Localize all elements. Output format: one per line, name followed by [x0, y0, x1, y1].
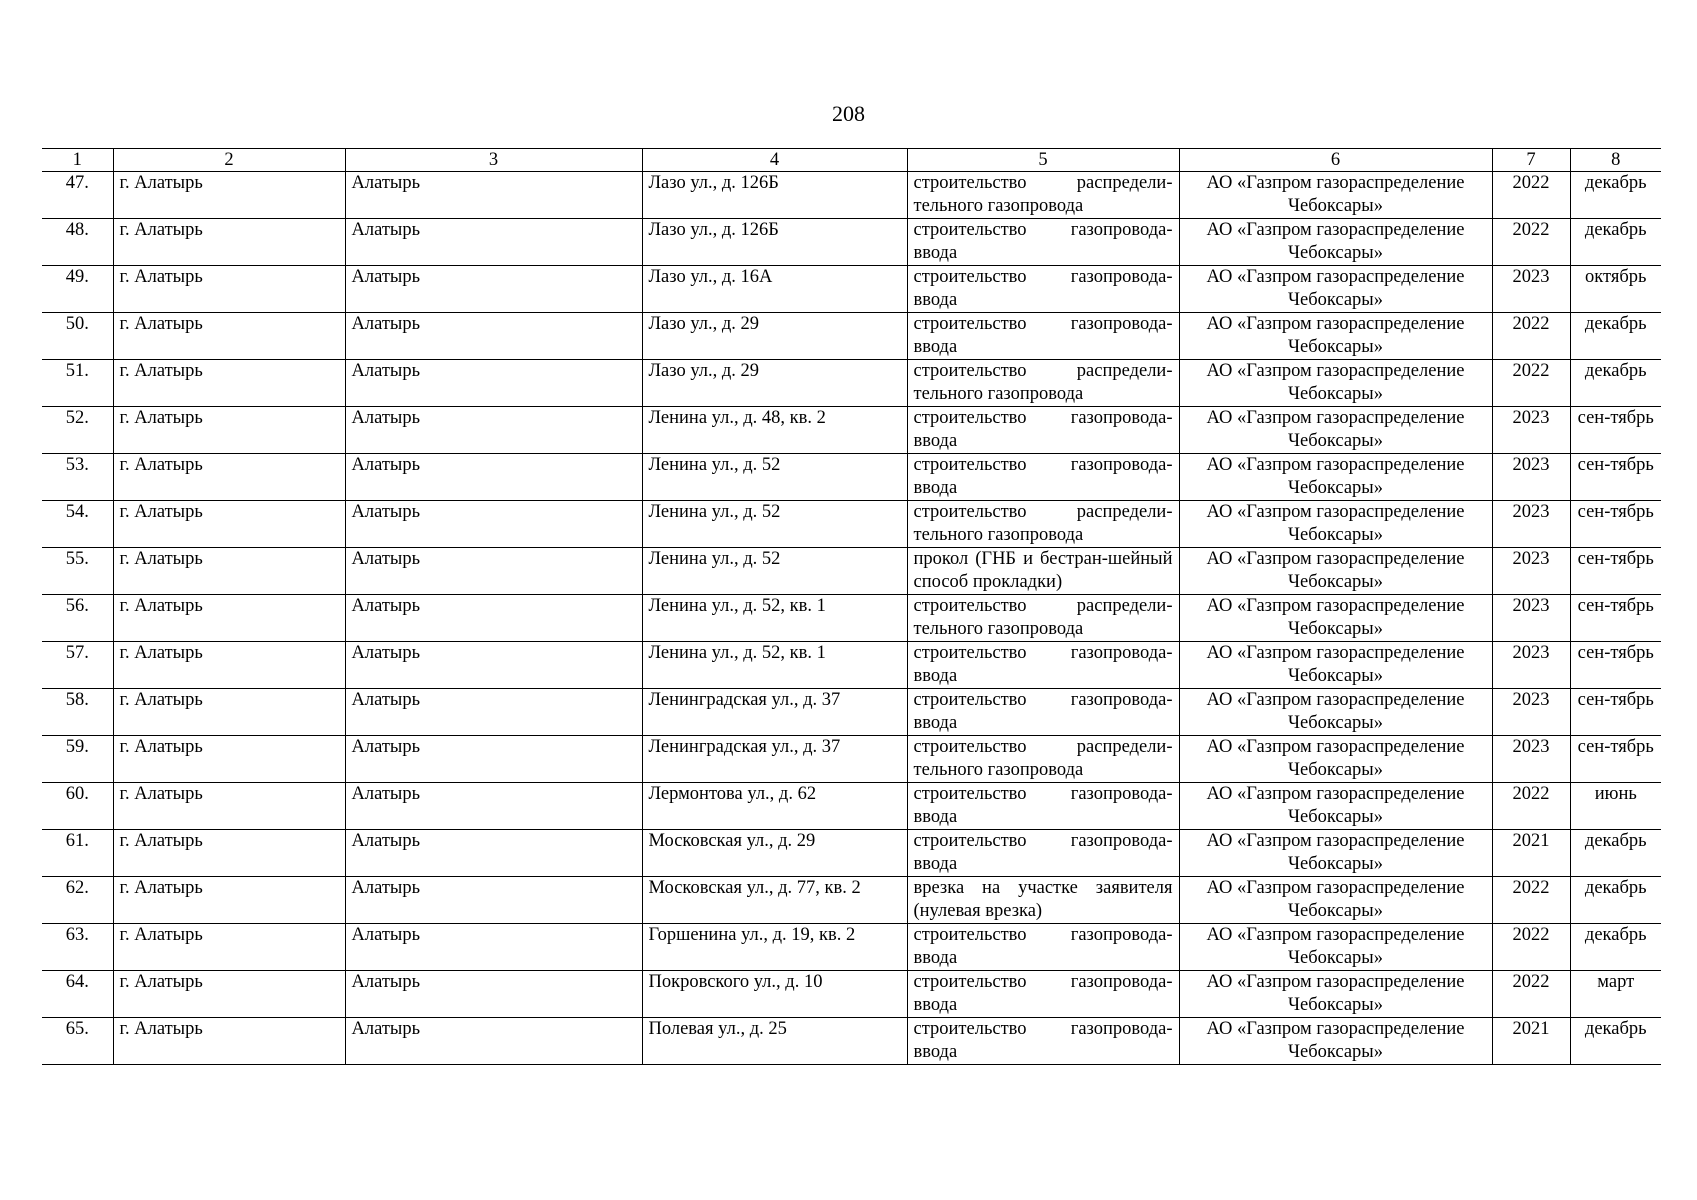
table-row	[42, 1018, 1661, 1065]
month-cell: июнь	[1570, 783, 1661, 830]
work-type-cell: строительство распредели-тельного газопровода	[907, 595, 1179, 642]
table-row	[42, 689, 1661, 736]
work-type-cell: строительство газопровода-ввода	[907, 783, 1179, 830]
column-header: 4	[642, 149, 907, 172]
settlement-cell: Алатырь	[345, 595, 642, 642]
organization-line: Чебоксары»	[1287, 854, 1383, 874]
year-cell: 2022	[1492, 172, 1570, 219]
year-cell: 2023	[1492, 266, 1570, 313]
settlement-cell: Алатырь	[345, 924, 642, 971]
month-cell: декабрь	[1570, 924, 1661, 971]
year-cell: 2023	[1492, 407, 1570, 454]
work-type-cell: строительство распредели-тельного газопровода	[907, 172, 1179, 219]
municipality-cell: г. Алатырь	[113, 830, 345, 877]
row-number: 61.	[42, 830, 113, 877]
organization-line: АО «Газпром газораспределение	[1206, 643, 1465, 663]
month-cell: сен-тябрь	[1570, 501, 1661, 548]
year-cell: 2023	[1492, 548, 1570, 595]
settlement-cell: Алатырь	[345, 689, 642, 736]
organization-line: Чебоксары»	[1287, 572, 1383, 592]
organization-cell	[1179, 689, 1492, 736]
table-row	[42, 924, 1661, 971]
municipality-cell: г. Алатырь	[113, 924, 345, 971]
organization-line: Чебоксары»	[1287, 901, 1383, 921]
municipality-cell: г. Алатырь	[113, 971, 345, 1018]
municipality-cell: г. Алатырь	[113, 1018, 345, 1065]
row-number: 50.	[42, 313, 113, 360]
organization-line: Чебоксары»	[1287, 948, 1383, 968]
row-number: 56.	[42, 595, 113, 642]
municipality-cell: г. Алатырь	[113, 219, 345, 266]
row-number: 60.	[42, 783, 113, 830]
row-number: 59.	[42, 736, 113, 783]
column-header: 7	[1492, 149, 1570, 172]
organization-cell	[1179, 360, 1492, 407]
table-row	[42, 830, 1661, 877]
work-type-cell: прокол (ГНБ и бестран-шейный способ прокладки)	[907, 548, 1179, 595]
month-cell: декабрь	[1570, 172, 1661, 219]
work-type-cell: строительство распредели-тельного газопровода	[907, 501, 1179, 548]
municipality-cell: г. Алатырь	[113, 689, 345, 736]
table-row	[42, 454, 1661, 501]
organization-line: Чебоксары»	[1287, 807, 1383, 827]
organization-line: Чебоксары»	[1287, 525, 1383, 545]
work-type-cell: строительство газопровода-ввода	[907, 407, 1179, 454]
year-cell: 2022	[1492, 313, 1570, 360]
municipality-cell: г. Алатырь	[113, 407, 345, 454]
year-cell: 2023	[1492, 736, 1570, 783]
month-cell: декабрь	[1570, 313, 1661, 360]
municipality-cell: г. Алатырь	[113, 877, 345, 924]
organization-line: АО «Газпром газораспределение	[1206, 831, 1465, 851]
table-row	[42, 595, 1661, 642]
address-cell: Горшенина ул., д. 19, кв. 2	[642, 924, 907, 971]
address-cell: Лазо ул., д. 29	[642, 360, 907, 407]
municipality-cell: г. Алатырь	[113, 548, 345, 595]
organization-cell	[1179, 595, 1492, 642]
month-cell: декабрь	[1570, 877, 1661, 924]
month-cell: сен-тябрь	[1570, 595, 1661, 642]
column-header: 3	[345, 149, 642, 172]
organization-line: АО «Газпром газораспределение	[1206, 173, 1465, 193]
organization-line: АО «Газпром газораспределение	[1206, 784, 1465, 804]
table-row	[42, 172, 1661, 219]
column-header: 5	[907, 149, 1179, 172]
settlement-cell: Алатырь	[345, 877, 642, 924]
organization-line: АО «Газпром газораспределение	[1206, 408, 1465, 428]
work-type-cell: строительство газопровода-ввода	[907, 266, 1179, 313]
address-cell: Ленинградская ул., д. 37	[642, 689, 907, 736]
organization-line: Чебоксары»	[1287, 243, 1383, 263]
month-cell: сен-тябрь	[1570, 689, 1661, 736]
year-cell: 2022	[1492, 783, 1570, 830]
table-row	[42, 877, 1661, 924]
municipality-cell: г. Алатырь	[113, 736, 345, 783]
organization-line: АО «Газпром газораспределение	[1206, 690, 1465, 710]
address-cell: Лермонтова ул., д. 62	[642, 783, 907, 830]
organization-cell	[1179, 407, 1492, 454]
table-row	[42, 783, 1661, 830]
organization-line: АО «Газпром газораспределение	[1206, 972, 1465, 992]
month-cell: декабрь	[1570, 219, 1661, 266]
address-cell: Московская ул., д. 29	[642, 830, 907, 877]
row-number: 64.	[42, 971, 113, 1018]
year-cell: 2022	[1492, 971, 1570, 1018]
work-type-cell: строительство газопровода-ввода	[907, 454, 1179, 501]
address-cell: Полевая ул., д. 25	[642, 1018, 907, 1065]
year-cell: 2022	[1492, 877, 1570, 924]
organization-line: Чебоксары»	[1287, 478, 1383, 498]
organization-line: Чебоксары»	[1287, 384, 1383, 404]
month-cell: сен-тябрь	[1570, 642, 1661, 689]
row-number: 48.	[42, 219, 113, 266]
work-type-cell: строительство газопровода-ввода	[907, 313, 1179, 360]
organization-line: АО «Газпром газораспределение	[1206, 878, 1465, 898]
settlement-cell: Алатырь	[345, 266, 642, 313]
organization-line: АО «Газпром газораспределение	[1206, 314, 1465, 334]
municipality-cell: г. Алатырь	[113, 313, 345, 360]
organization-line: АО «Газпром газораспределение	[1206, 220, 1465, 240]
year-cell: 2021	[1492, 830, 1570, 877]
address-cell: Московская ул., д. 77, кв. 2	[642, 877, 907, 924]
row-number: 52.	[42, 407, 113, 454]
organization-line: АО «Газпром газораспределение	[1206, 737, 1465, 757]
year-cell: 2022	[1492, 219, 1570, 266]
address-cell: Ленина ул., д. 52, кв. 1	[642, 642, 907, 689]
table-row	[42, 501, 1661, 548]
settlement-cell: Алатырь	[345, 407, 642, 454]
organization-cell	[1179, 454, 1492, 501]
year-cell: 2023	[1492, 501, 1570, 548]
organization-cell	[1179, 172, 1492, 219]
table-row	[42, 266, 1661, 313]
address-cell: Покровского ул., д. 10	[642, 971, 907, 1018]
organization-cell	[1179, 642, 1492, 689]
organization-cell	[1179, 924, 1492, 971]
table-row	[42, 971, 1661, 1018]
organization-cell	[1179, 548, 1492, 595]
row-number: 57.	[42, 642, 113, 689]
row-number: 62.	[42, 877, 113, 924]
address-cell: Лазо ул., д. 29	[642, 313, 907, 360]
work-type-cell: строительство газопровода-ввода	[907, 971, 1179, 1018]
year-cell: 2023	[1492, 689, 1570, 736]
month-cell: декабрь	[1570, 360, 1661, 407]
table-body	[42, 172, 1661, 1065]
table-row	[42, 642, 1661, 689]
page-number: 208	[832, 101, 865, 126]
work-type-cell: врезка на участке заявителя (нулевая врезка)	[907, 877, 1179, 924]
settlement-cell: Алатырь	[345, 971, 642, 1018]
column-header: 2	[113, 149, 345, 172]
organization-cell	[1179, 501, 1492, 548]
address-cell: Ленинградская ул., д. 37	[642, 736, 907, 783]
organization-line: Чебоксары»	[1287, 431, 1383, 451]
organization-line: Чебоксары»	[1287, 1042, 1383, 1062]
month-cell: сен-тябрь	[1570, 454, 1661, 501]
row-number: 63.	[42, 924, 113, 971]
row-number: 47.	[42, 172, 113, 219]
year-cell: 2022	[1492, 360, 1570, 407]
settlement-cell: Алатырь	[345, 360, 642, 407]
year-cell: 2023	[1492, 454, 1570, 501]
column-header: 1	[42, 149, 113, 172]
organization-line: АО «Газпром газораспределение	[1206, 925, 1465, 945]
municipality-cell: г. Алатырь	[113, 642, 345, 689]
organization-line: АО «Газпром газораспределение	[1206, 455, 1465, 475]
settlement-cell: Алатырь	[345, 830, 642, 877]
municipality-cell: г. Алатырь	[113, 172, 345, 219]
table-row	[42, 548, 1661, 595]
organization-line: АО «Газпром газораспределение	[1206, 502, 1465, 522]
municipality-cell: г. Алатырь	[113, 266, 345, 313]
work-type-cell: строительство газопровода-ввода	[907, 642, 1179, 689]
month-cell: декабрь	[1570, 1018, 1661, 1065]
settlement-cell: Алатырь	[345, 1018, 642, 1065]
row-number: 51.	[42, 360, 113, 407]
organization-line: Чебоксары»	[1287, 196, 1383, 216]
year-cell: 2023	[1492, 642, 1570, 689]
column-header: 6	[1179, 149, 1492, 172]
organization-cell	[1179, 783, 1492, 830]
work-type-cell: строительство газопровода-ввода	[907, 219, 1179, 266]
address-cell: Ленина ул., д. 52	[642, 548, 907, 595]
table-row	[42, 407, 1661, 454]
organization-line: Чебоксары»	[1287, 995, 1383, 1015]
settlement-cell: Алатырь	[345, 219, 642, 266]
organization-cell	[1179, 266, 1492, 313]
work-type-cell: строительство распредели-тельного газопровода	[907, 360, 1179, 407]
organization-cell	[1179, 736, 1492, 783]
organization-line: Чебоксары»	[1287, 337, 1383, 357]
settlement-cell: Алатырь	[345, 783, 642, 830]
table-row	[42, 219, 1661, 266]
municipality-cell: г. Алатырь	[113, 360, 345, 407]
municipality-cell: г. Алатырь	[113, 454, 345, 501]
table-row	[42, 313, 1661, 360]
organization-line: Чебоксары»	[1287, 713, 1383, 733]
row-number: 54.	[42, 501, 113, 548]
organization-line: Чебоксары»	[1287, 290, 1383, 310]
organization-cell	[1179, 219, 1492, 266]
address-cell: Ленина ул., д. 48, кв. 2	[642, 407, 907, 454]
settlement-cell: Алатырь	[345, 172, 642, 219]
organization-cell	[1179, 830, 1492, 877]
month-cell: октябрь	[1570, 266, 1661, 313]
address-cell: Лазо ул., д. 126Б	[642, 172, 907, 219]
table-row	[42, 360, 1661, 407]
organization-line: Чебоксары»	[1287, 619, 1383, 639]
organization-line: АО «Газпром газораспределение	[1206, 596, 1465, 616]
address-cell: Лазо ул., д. 16А	[642, 266, 907, 313]
organization-cell	[1179, 877, 1492, 924]
month-cell: сен-тябрь	[1570, 548, 1661, 595]
work-type-cell: строительство газопровода-ввода	[907, 830, 1179, 877]
work-type-cell: строительство газопровода-ввода	[907, 1018, 1179, 1065]
row-number: 55.	[42, 548, 113, 595]
month-cell: март	[1570, 971, 1661, 1018]
municipality-cell: г. Алатырь	[113, 501, 345, 548]
address-cell: Ленина ул., д. 52	[642, 501, 907, 548]
organization-cell	[1179, 971, 1492, 1018]
year-cell: 2021	[1492, 1018, 1570, 1065]
month-cell: сен-тябрь	[1570, 736, 1661, 783]
settlement-cell: Алатырь	[345, 313, 642, 360]
settlement-cell: Алатырь	[345, 642, 642, 689]
work-type-cell: строительство распредели-тельного газопровода	[907, 736, 1179, 783]
column-number-row	[42, 149, 1661, 172]
row-number: 53.	[42, 454, 113, 501]
organization-line: Чебоксары»	[1287, 666, 1383, 686]
table-row	[42, 736, 1661, 783]
year-cell: 2022	[1492, 924, 1570, 971]
organization-line: АО «Газпром газораспределение	[1206, 361, 1465, 381]
address-cell: Ленина ул., д. 52	[642, 454, 907, 501]
settlement-cell: Алатырь	[345, 736, 642, 783]
address-cell: Ленина ул., д. 52, кв. 1	[642, 595, 907, 642]
work-type-cell: строительство газопровода-ввода	[907, 924, 1179, 971]
organization-line: АО «Газпром газораспределение	[1206, 1019, 1465, 1039]
row-number: 65.	[42, 1018, 113, 1065]
gasification-table	[42, 148, 1661, 1065]
organization-cell	[1179, 1018, 1492, 1065]
organization-line: Чебоксары»	[1287, 760, 1383, 780]
month-cell: сен-тябрь	[1570, 407, 1661, 454]
row-number: 49.	[42, 266, 113, 313]
organization-line: АО «Газпром газораспределение	[1206, 267, 1465, 287]
municipality-cell: г. Алатырь	[113, 783, 345, 830]
settlement-cell: Алатырь	[345, 454, 642, 501]
organization-line: АО «Газпром газораспределение	[1206, 549, 1465, 569]
month-cell: декабрь	[1570, 830, 1661, 877]
municipality-cell: г. Алатырь	[113, 595, 345, 642]
settlement-cell: Алатырь	[345, 548, 642, 595]
column-header: 8	[1570, 149, 1661, 172]
settlement-cell: Алатырь	[345, 501, 642, 548]
year-cell: 2023	[1492, 595, 1570, 642]
work-type-cell: строительство газопровода-ввода	[907, 689, 1179, 736]
address-cell: Лазо ул., д. 126Б	[642, 219, 907, 266]
row-number: 58.	[42, 689, 113, 736]
organization-cell	[1179, 313, 1492, 360]
